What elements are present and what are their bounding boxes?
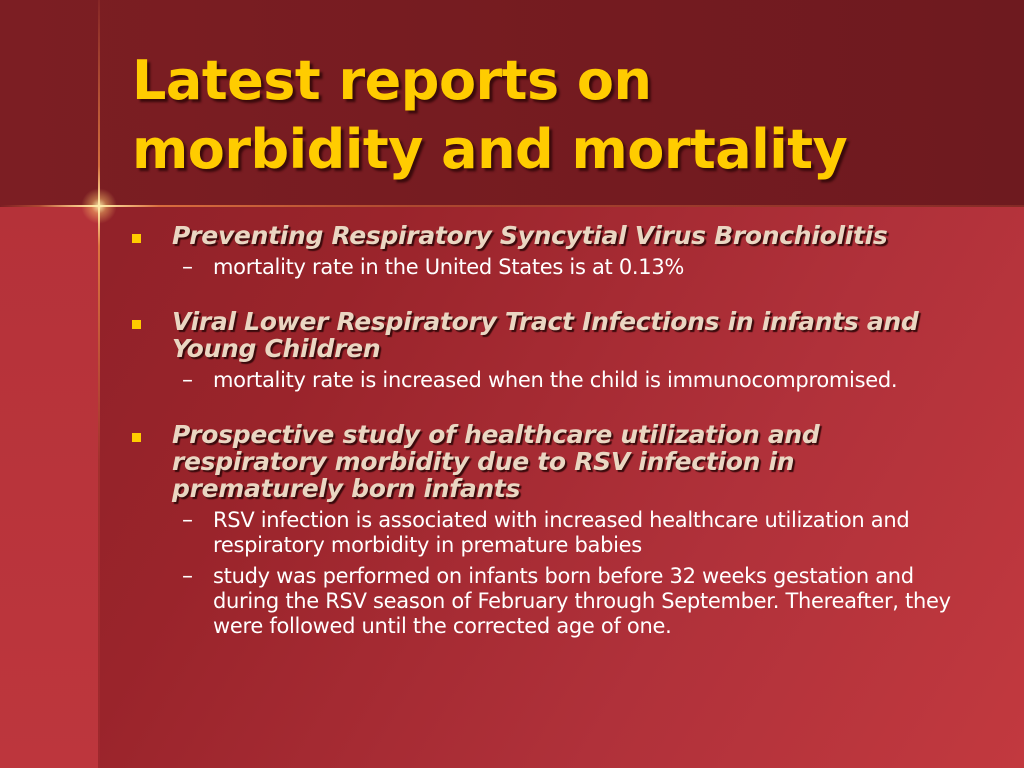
dash-bullet-icon: – xyxy=(182,255,193,280)
bullet-heading: Preventing Respiratory Syncytial Virus Bronchiolitis xyxy=(172,221,888,250)
dash-bullet-icon: – xyxy=(182,368,193,393)
slide-title xyxy=(132,46,992,184)
sub-bullet-text: study was performed on infants born before 32 weeks gestation and during the RSV season of February through September. Thereafter, they were followed until the corrected age of one. xyxy=(213,564,951,638)
bullet-item xyxy=(128,308,968,393)
square-bullet-icon xyxy=(132,234,141,243)
sub-bullet-item xyxy=(172,368,968,393)
sub-bullet-item xyxy=(172,255,968,280)
square-bullet-icon xyxy=(132,433,141,442)
sub-bullet-list xyxy=(172,508,968,639)
sub-bullet-text: mortality rate is increased when the child is immunocompromised. xyxy=(213,368,898,392)
sub-bullet-item xyxy=(172,508,968,558)
square-bullet-icon xyxy=(132,320,141,329)
bullet-item xyxy=(128,222,968,280)
sparkle-ray-vertical xyxy=(98,166,100,246)
slide-title-line-2: morbidity and mortality xyxy=(132,118,848,181)
sub-bullet-text: RSV infection is associated with increased healthcare utilization and respiratory morbidity in premature babies xyxy=(213,508,910,557)
bullet-heading: Viral Lower Respiratory Tract Infections in infants and Young Children xyxy=(172,307,919,363)
dash-bullet-icon: – xyxy=(182,508,193,533)
sub-bullet-list xyxy=(172,368,968,393)
vertical-divider-line xyxy=(98,0,100,768)
bullet-item xyxy=(128,421,968,639)
sub-bullet-list xyxy=(172,255,968,280)
slide-title-line-1: Latest reports on xyxy=(132,49,652,112)
bullet-list xyxy=(128,222,968,667)
dash-bullet-icon: – xyxy=(182,564,193,589)
left-margin-band xyxy=(0,207,98,768)
sub-bullet-item xyxy=(172,564,968,639)
sub-bullet-text: mortality rate in the United States is at 0.13% xyxy=(213,255,685,279)
bullet-heading: Prospective study of healthcare utilization and respiratory morbidity due to RSV infection in prematurely born infants xyxy=(172,420,820,503)
